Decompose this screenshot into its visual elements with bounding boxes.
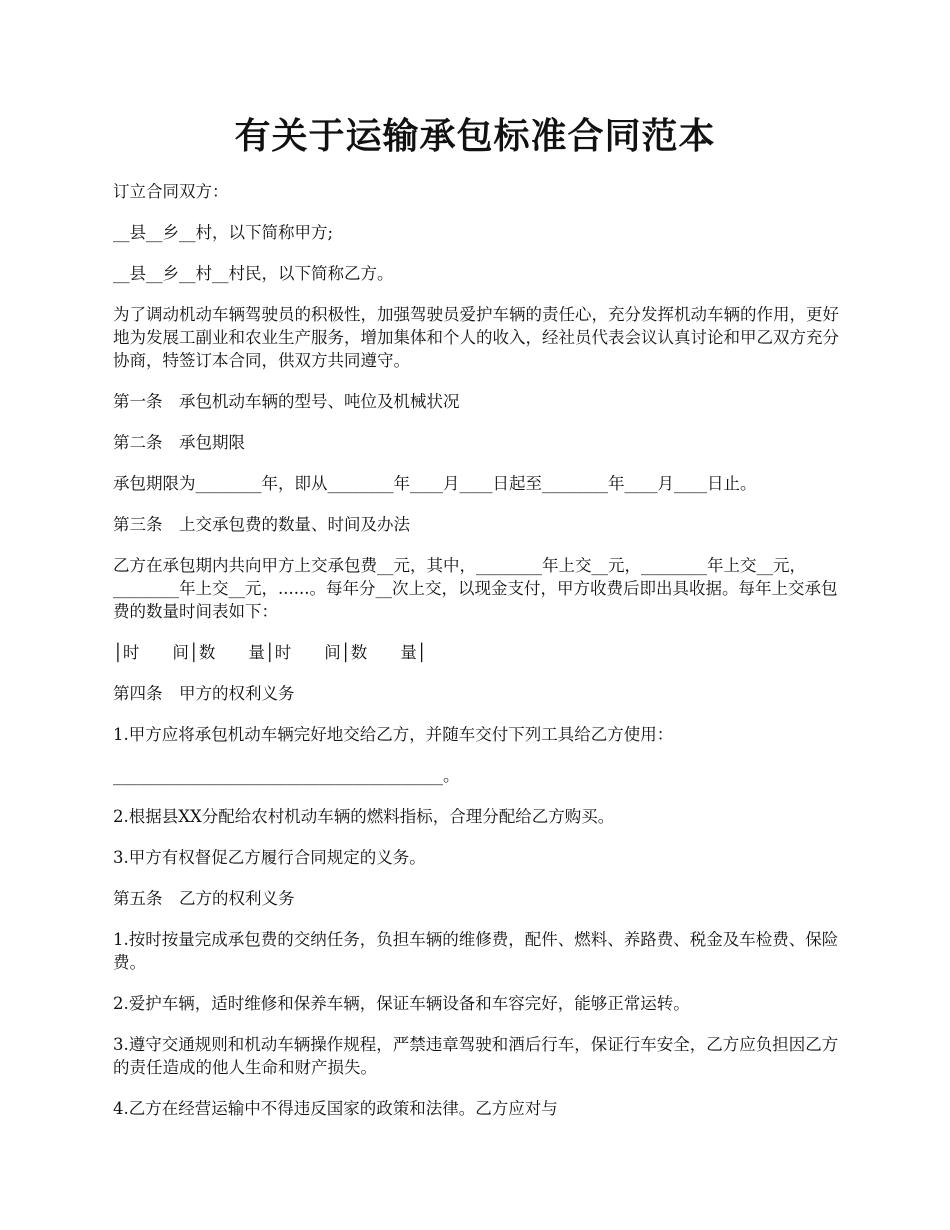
article-4-heading: 第四条 甲方的权利义务 <box>113 684 295 703</box>
fee-schedule-table-header: │时 间│数 量│时 间│数 量│ <box>113 643 427 662</box>
paragraph-party-a-duty-1: 1.甲方应将承包机动车辆完好地交给乙方，并随车交付下列工具给乙方使用： <box>113 725 674 744</box>
paragraph-preamble: 为了调动机动车辆驾驶员的积极性，加强驾驶员爱护车辆的责任心，充分发挥机动车辆的作用，更好地为发展工副业和农业生产服务，增加集体和个人的收入，经社员代表会议认真讨论和甲乙双方充分协商，特签订本合同，供双方共同遵守。 <box>113 305 839 370</box>
paragraph-party-b-duty-3: 3.遵守交通规则和机动车辆操作规程，严禁违章驾驶和酒后行车，保证行车安全，乙方应负担因乙方的责任造成的他人生命和财产损失。 <box>113 1035 839 1077</box>
article-3-heading: 第三条 上交承包费的数量、时间及办法 <box>113 515 410 534</box>
document-title: 有关于运输承包标准合同范本 <box>234 115 716 157</box>
paragraph-contract-term: 承包期限为________年，即从________年____月____日起至________年____月____日止。 <box>113 474 757 493</box>
article-5-heading: 第五条 乙方的权利义务 <box>113 889 295 908</box>
paragraph-party-b-duty-4: 4.乙方在经营运输中不得违反国家的政策和法律。乙方应对与 <box>113 1099 558 1118</box>
paragraph-party-b-duty-2: 2.爱护车辆，适时维修和保养车辆，保证车辆设备和车容完好，能够正常运转。 <box>113 994 690 1013</box>
paragraph-fee-payment: 乙方在承包期内共向甲方上交承包费__元，其中，________年上交__元，________年上交__元，________年上交__元，......。每年分__次上交，以现金支付，甲方收费后即出具收据。每年上交承包费的数量时间表如下： <box>113 556 838 621</box>
paragraph-tools-blank: ________________________________________。 <box>113 766 460 785</box>
paragraph-party-a-duty-3: 3.甲方有权督促乙方履行合同规定的义务。 <box>113 848 426 867</box>
paragraph-parties-intro: 订立合同双方： <box>113 182 229 201</box>
paragraph-party-a: __县__乡__村，以下简称甲方; <box>113 223 334 242</box>
article-2-heading: 第二条 承包期限 <box>113 433 245 452</box>
paragraph-party-b: __县__乡__村__村民，以下简称乙方。 <box>113 264 394 283</box>
article-1-heading: 第一条 承包机动车辆的型号、吨位及机械状况 <box>113 392 460 411</box>
paragraph-party-b-duty-1: 1.按时按量完成承包费的交纳任务，负担车辆的维修费，配件、燃料、养路费、税金及车检费、保险费。 <box>113 930 839 972</box>
document-body <box>113 180 843 1138</box>
paragraph-party-a-duty-2: 2.根据县XX分配给农村机动车辆的燃料指标，合理分配给乙方购买。 <box>113 807 615 826</box>
